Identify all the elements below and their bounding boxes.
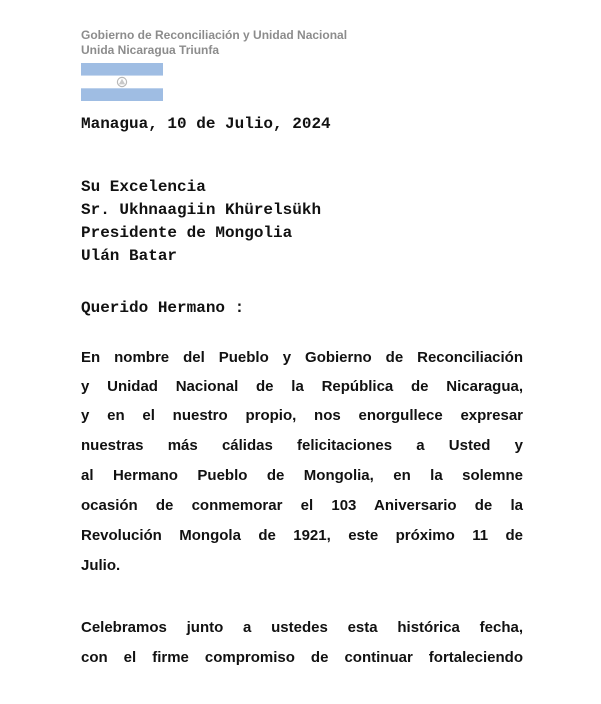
address-line: Sr. Ukhnaagiin Khürelsükh (81, 201, 322, 219)
paragraph-line: al Hermano Pueblo de Mongolia, en la solemne (81, 467, 523, 484)
paragraph-line: y en el nuestro propio, nos enorgullece expresar (81, 407, 523, 424)
letter-greeting: Querido Hermano : (81, 299, 245, 317)
paragraph-line: nuestras más cálidas felicitaciones a Usted y (81, 437, 523, 454)
paragraph-line: En nombre del Pueblo y Gobierno de Reconciliación (81, 349, 523, 366)
address-line: Su Excelencia (81, 178, 206, 196)
nicaragua-flag-icon (81, 63, 163, 101)
paragraph-line: Julio. (81, 557, 121, 574)
address-line: Ulán Batar (81, 247, 178, 265)
letter-date: Managua, 10 de Julio, 2024 (81, 115, 331, 133)
paragraph-line: ocasión de conmemorar el 103 Aniversario de la (81, 497, 523, 514)
address-line: Presidente de Mongolia (81, 224, 293, 242)
paragraph-line: y Unidad Nacional de la República de Nicaragua, (81, 378, 523, 395)
paragraph-line: con el firme compromiso de continuar fortaleciendo (81, 649, 523, 666)
paragraph-line: Revolución Mongola de 1921, este próximo 11 de (81, 527, 523, 544)
government-header: Gobierno de Reconciliación y Unidad Nacional (81, 28, 348, 42)
government-slogan: Unida Nicaragua Triunfa (81, 43, 220, 57)
paragraph-line: Celebramos junto a ustedes esta histórica fecha, (81, 619, 523, 636)
